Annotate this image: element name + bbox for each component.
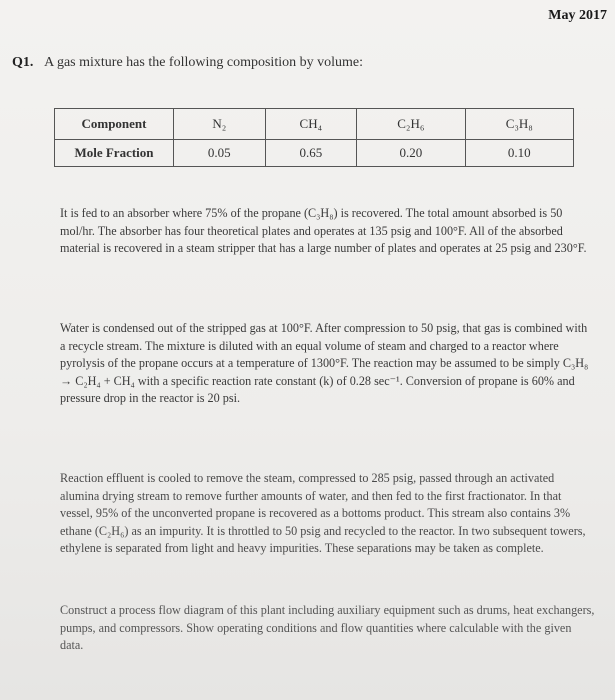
question-number: Q1. <box>12 55 34 70</box>
paragraph-absorber: It is fed to an absorber where 75% of the propane (C₃H₈) is recovered. The total amount absorbed is 50 mol/hr. The absorber has four theoretical plates and operates at 135 psig and 100°F. All of the absorbed material is recovered in a steam stripper that has a large number of plates and operates at 25 psig and 230°F. <box>60 206 587 256</box>
question-heading <box>12 55 363 71</box>
table-row-header-component: Component <box>55 109 174 140</box>
question-text: A gas mixture has the following composition by volume: <box>44 55 363 70</box>
paragraph-task: Construct a process flow diagram of this plant including auxiliary equipment such as drums, heat exchangers, pumps, and compressors. Show operating conditions and flow quantities where calculable with the given data. <box>60 603 595 653</box>
paragraph-fractionation: Reaction effluent is cooled to remove the steam, compressed to 285 psig, passed through an activated alumina drying stream to remove further amounts of water, and then fed to the first fractionator. In that vessel, 95% of the unconverted propane is recovered as a bottoms product. This stream also contains 3% ethane (C₂H₆) as an impurity. It is throttled to 50 psig and recycled to the reactor. In two subsequent towers, ethylene is separated from light and heavy impurities. These separations may be taken as complete. <box>60 471 586 556</box>
table-row <box>55 109 574 140</box>
table-cell-component: CH₄ <box>265 109 357 140</box>
table-cell-mole-fraction: 0.05 <box>174 140 266 167</box>
table-row <box>55 140 574 167</box>
table-row-header-mole-fraction: Mole Fraction <box>55 140 174 167</box>
table-cell-mole-fraction: 0.10 <box>465 140 573 167</box>
paragraph-reactor: Water is condensed out of the stripped gas at 100°F. After compression to 50 psig, that gas is combined with a recycle stream. The mixture is diluted with an equal volume of steam and charged to a reactor where pyrolysis of the propane occurs at a temperature of 1300°F. The reaction may be assumed to be simply C₃H₈ → C₂H₄ + CH₄ with a specific reaction rate constant (k) of 0.28 sec⁻¹. Conversion of propane is 60% and pressure drop in the reactor is 20 psi. <box>60 321 589 406</box>
table-cell-component: C₃H₈ <box>465 109 573 140</box>
composition-table <box>54 108 574 167</box>
header-date: May 2017 <box>548 8 607 23</box>
table-cell-component: N₂ <box>174 109 266 140</box>
table-cell-mole-fraction: 0.20 <box>357 140 465 167</box>
table-cell-component: C₂H₆ <box>357 109 465 140</box>
table-cell-mole-fraction: 0.65 <box>265 140 357 167</box>
